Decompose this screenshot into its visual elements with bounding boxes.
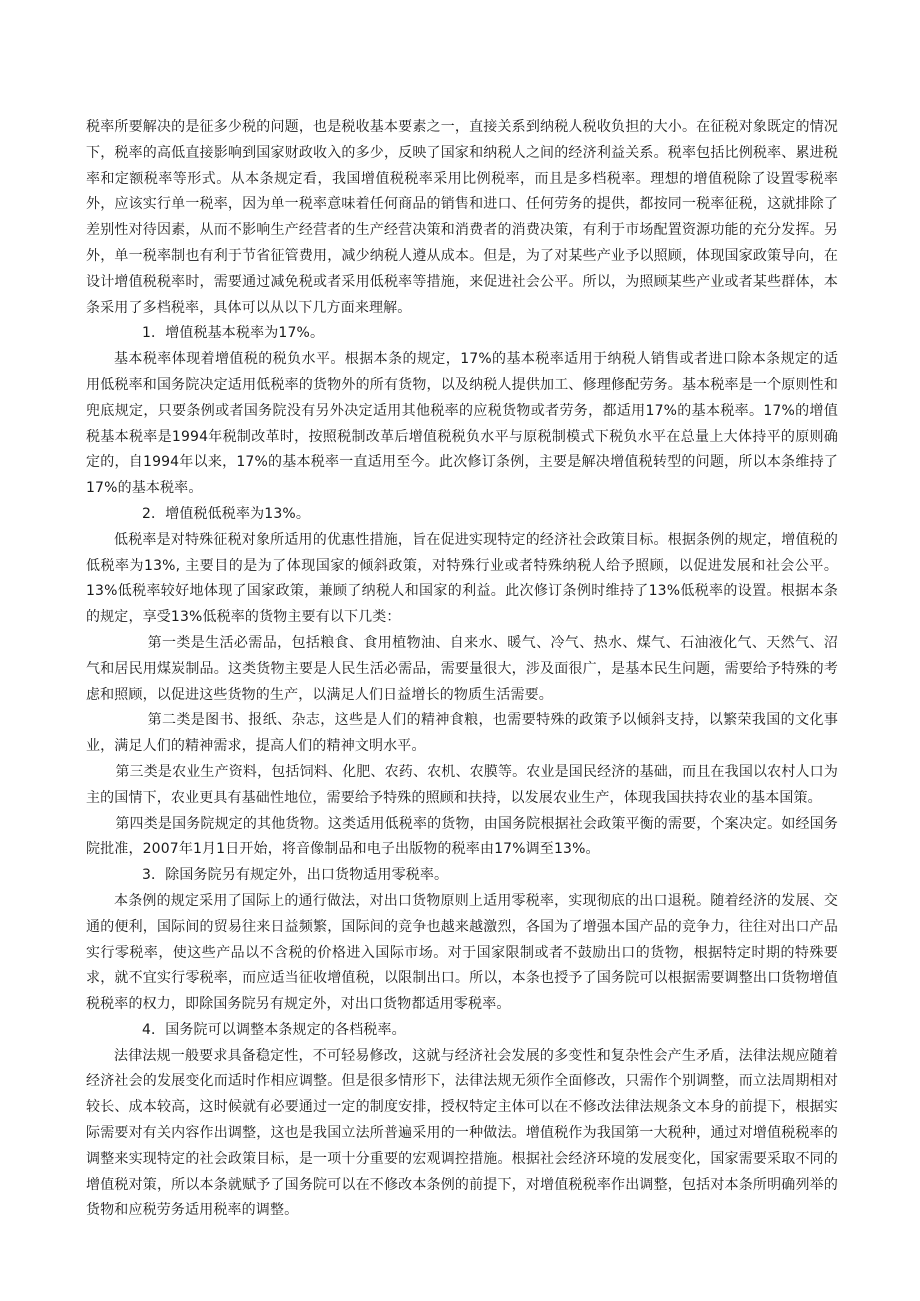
paragraph-category-three: 第三类是农业生产资料，包括饲料、化肥、农药、农机、农膜等。农业是国民经济的基础，而且在我国以农村人口为主的国情下，农业更具有基础性地位，需要给予特殊的照顾和扶持，以发展农业生产，体现我国扶持农业的基本国策。 xyxy=(86,763,838,806)
paragraph-basic-rate: 基本税率体现着增值税的税负水平。根据本条的规定，17%的基本税率适用于纳税人销售或者进口除本条规定的适用低税率和国务院决定适用低税率的货物外的所有货物，以及纳税人提供加工、修理修配劳务。基本税率是一个原则性和兜底规定，只要条例或者国务院没有另外决定适用其他税率的应税货物或者劳务，都适用17%的基本税率。17%的增值税基本税率是1994年税制改革时，按照税制改革后增值税税负水平与原税制模式下税负水平在总量上大体持平的原则确定的，自1994年以来，17%的基本税率一直适用至今。此次修订条例，主要是解决增值税转型的问题，所以本条维持了17%的基本税率。 xyxy=(86,351,838,497)
paragraph-low-rate: 低税率是对特殊征税对象所适用的优惠性措施，旨在促进实现特定的经济社会政策目标。根据条例的规定，增值税的低税率为13%, 主要目的是为了体现国家的倾斜政策，对特殊行业或者特殊纳税人给予照顾，以促进发展和社会公平。13%低税率较好地体现了国家政策，兼顾了纳税人和国家的利益。此次修订条例时维持了13%低税率的设置。根据本条的规定，享受13%低税率的货物主要有以下几类： xyxy=(86,531,838,626)
paragraph-category-one: 第一类是生活必需品，包括粮食、食用植物油、自来水、暖气、冷气、热水、煤气、石油液化气、天然气、沼气和居民用煤炭制品。这类货物主要是人民生活必需品，需要量很大，涉及面很广，是基本民生问题，需要给予特殊的考虑和照顾，以促进这些货物的生产，以满足人们日益增长的物质生活需要。 xyxy=(86,634,838,703)
section-heading-adjust-rate: 4．国务院可以调整本条规定的各档税率。 xyxy=(142,1021,406,1038)
paragraph-zero-rate: 本条例的规定采用了国际上的通行做法，对出口货物原则上适用零税率，实现彻底的出口退税。随着经济的发展、交通的便利，国际间的贸易往来日益频繁，国际间的竞争也越来越激烈，各国为了增强本国产品的竞争力，往往对出口产品实行零税率，使这些产品以不含税的价格进入国际市场。对于国家限制或者不鼓励出口的货物，根据特定时期的特殊要求，就不宜实行零税率，而应适当征收增值税，以限制出口。所以，本条也授予了国务院可以根据需要调整出口货物增值税税率的权力，即除国务院另有规定外，对出口货物都适用零税率。 xyxy=(86,892,838,1013)
document-body xyxy=(86,115,838,1224)
paragraph-intro: 税率所要解决的是征多少税的问题，也是税收基本要素之一，直接关系到纳税人税收负担的大小。在征税对象既定的情况下，税率的高低直接影响到国家财政收入的多少，反映了国家和纳税人之间的经济利益关系。税率包括比例税率、累进税率和定额税率等形式。从本条规定看，我国增值税税率采用比例税率，而且是多档税率。理想的增值税除了设置零税率外，应该实行单一税率，因为单一税率意味着任何商品的销售和进口、任何劳务的提供，都按同一税率征税，这就排除了差别性对待因素，从而不影响生产经营者的生产经营决策和消费者的消费决策，有利于市场配置资源功能的充分发挥。另外，单一税率制也有利于节省征管费用，减少纳税人遵从成本。但是，为了对某些产业予以照顾，体现国家政策导向，在设计增值税税率时，需要通过减免税或者采用低税率等措施，来促进社会公平。所以，为照顾某些产业或者某些群体，本条采用了多档税率，具体可以从以下几方面来理解。 xyxy=(86,119,838,316)
paragraph-category-two: 第二类是图书、报纸、杂志，这些是人们的精神食粮，也需要特殊的政策予以倾斜支持，以繁荣我国的文化事业，满足人们的精神需求，提高人们的精神文明水平。 xyxy=(86,712,838,755)
paragraph-adjust-rate: 法律法规一般要求具备稳定性，不可轻易修改，这就与经济社会发展的多变性和复杂性会产生矛盾，法律法规应随着经济社会的发展变化而适时作相应调整。但是很多情形下，法律法规无须作全面修改，只需作个别调整，而立法周期相对较长、成本较高，这时候就有必要通过一定的制度安排，授权特定主体可以在不修改法律法规条文本身的前提下，根据实际需要对有关内容作出调整，这也是我国立法所普遍采用的一种做法。增值税作为我国第一大税种，通过对增值税税率的调整来实现特定的社会政策目标，是一项十分重要的宏观调控措施。根据社会经济环境的发展变化，国家需要采取不同的增值税对策，所以本条就赋予了国务院可以在不修改本条例的前提下，对增值税税率作出调整，包括对本条所明确列举的货物和应税劳务适用税率的调整。 xyxy=(86,1047,838,1219)
section-heading-basic-rate: 1．增值税基本税率为17%。 xyxy=(142,325,325,342)
section-heading-zero-rate: 3．除国务院另有规定外，出口货物适用零税率。 xyxy=(142,867,449,884)
section-heading-low-rate: 2．增值税低税率为13%。 xyxy=(142,505,310,522)
paragraph-category-four: 第四类是国务院规定的其他货物。这类适用低税率的货物，由国务院根据社会政策平衡的需要，个案决定。如经国务院批准，2007年1月1日开始，将音像制品和电子出版物的税率由17%调至13%。 xyxy=(86,815,838,858)
